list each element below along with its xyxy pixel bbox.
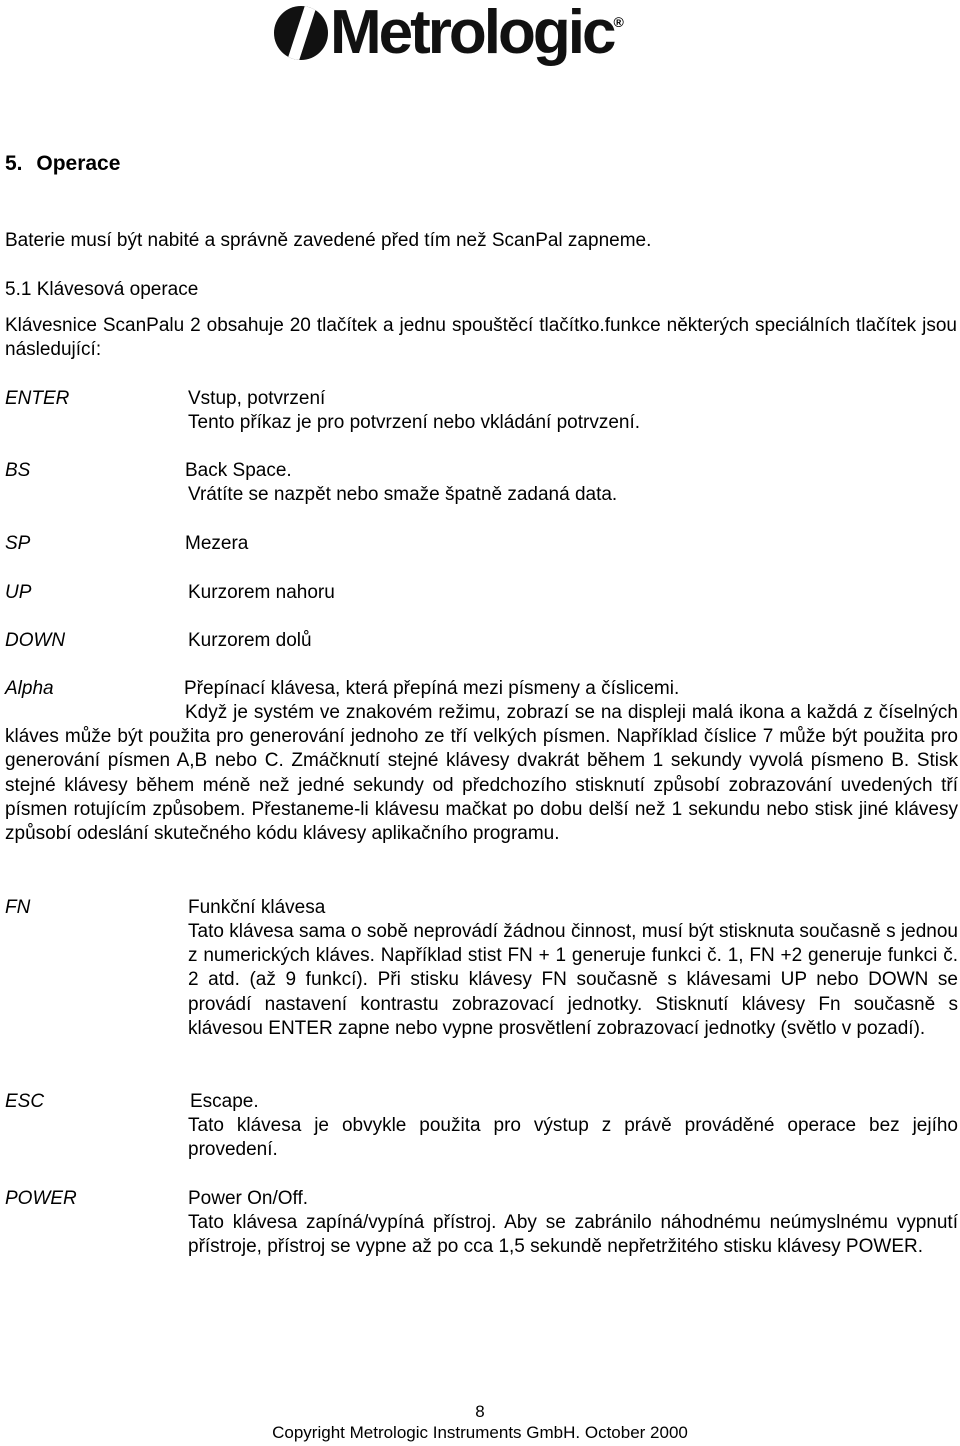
key-fn: FN (5, 897, 31, 918)
key-fn-title: Funkční klávesa (188, 897, 326, 918)
key-sp-title: Mezera (185, 533, 249, 554)
key-bs-title: Back Space. (185, 460, 292, 481)
key-down-title: Kurzorem dolů (188, 630, 312, 651)
metrologic-logo (274, 0, 664, 66)
registered-mark: ® (613, 14, 624, 30)
key-alpha: Alpha (5, 678, 54, 699)
subsection-title: 5.1 Klávesová operace (5, 279, 199, 300)
key-sp: SP (5, 533, 31, 554)
key-alpha-desc: Když je systém ve znakovém režimu, zobrazí se na displeji malá ikona a každá z číselných kláves může být použita pro generování jednoho ze tří velkých písmen. Například číslice 7 může být použita pro generování písmen A,B nebo C. Zmáčknutí stejné klávesy dvakrát během 1 sekundy vyvolá písmeno B. Stisk stejné klávesy během méně než jedné sekundy od předchozího stisknutí způsobí zobrazování uvedených tří písmen rotujícím způsobem. Přestaneme-li klávesu mačkat po dobu delší než 1 sekundu nebo stisk jiné klávesy způsobí odeslání skutečného kódu klávesy aplikačního programu. (5, 702, 958, 845)
key-up-title: Kurzorem nahoru (188, 582, 335, 603)
subsection-description: Klávesnice ScanPalu 2 obsahuje 20 tlačítek a jednu spouštěcí tlačítko.funkce některých speciálních tlačítek jsou následující: (5, 315, 957, 361)
logo-text: Metrologic (330, 0, 614, 67)
key-esc-title: Escape. (190, 1091, 259, 1112)
key-alpha-title: Přepínací klávesa, která přepíná mezi písmeny a číslicemi. (184, 678, 680, 699)
key-down: DOWN (5, 630, 66, 651)
logo-mark-icon (274, 6, 328, 60)
section-title: Operace (36, 152, 121, 175)
intro-text: Baterie musí být nabité a správně zavedené před tím než ScanPal zapneme. (5, 230, 652, 251)
key-up: UP (5, 582, 32, 603)
key-power-title: Power On/Off. (188, 1188, 309, 1209)
key-esc: ESC (5, 1091, 45, 1112)
page-number: 8 (475, 1402, 485, 1421)
key-enter: ENTER (5, 388, 70, 409)
key-fn-desc: Tato klávesa sama o sobě neprovádí žádnou činnost, musí být stisknuta současně s jednou z numerických kláves. Například stist FN + 1 generuje funkci č. 1, FN +2 generuje funkci č. 2 atd. (až 9 funkcí). Při stisku klávesy FN současně s klávesami UP nebo DOWN se provádí nastavení kontrastu zobrazovací jednotky. Stisknutí klávesy Fn současně s klávesou ENTER zapne nebo vypne prosvětlení zobrazovací jednotky (světlo v pozadí). (188, 921, 958, 1039)
copyright: Copyright Metrologic Instruments GmbH. October 2000 (272, 1423, 688, 1442)
key-power-desc: Tato klávesa zapíná/vypíná přístroj. Aby se zabránilo náhodnému neúmyslnému vypnutí přístroje, přístroj se vypne až po cca 1,5 sekundě nepřetržitého stisku klávesy POWER. (188, 1212, 958, 1258)
section-number: 5. (5, 152, 23, 175)
key-enter-desc: Tento příkaz je pro potvrzení nebo vkládání potrvzení. (188, 412, 641, 433)
section-heading (5, 152, 120, 176)
key-esc-desc: Tato klávesa je obvykle použita pro výstup z právě prováděné operace bez jejího provedení. (188, 1115, 958, 1161)
key-enter-title: Vstup, potvrzení (188, 388, 326, 409)
key-power: POWER (5, 1188, 77, 1209)
key-bs-desc: Vrátíte se nazpět nebo smaže špatně zadaná data. (188, 484, 618, 505)
key-bs: BS (5, 460, 31, 481)
